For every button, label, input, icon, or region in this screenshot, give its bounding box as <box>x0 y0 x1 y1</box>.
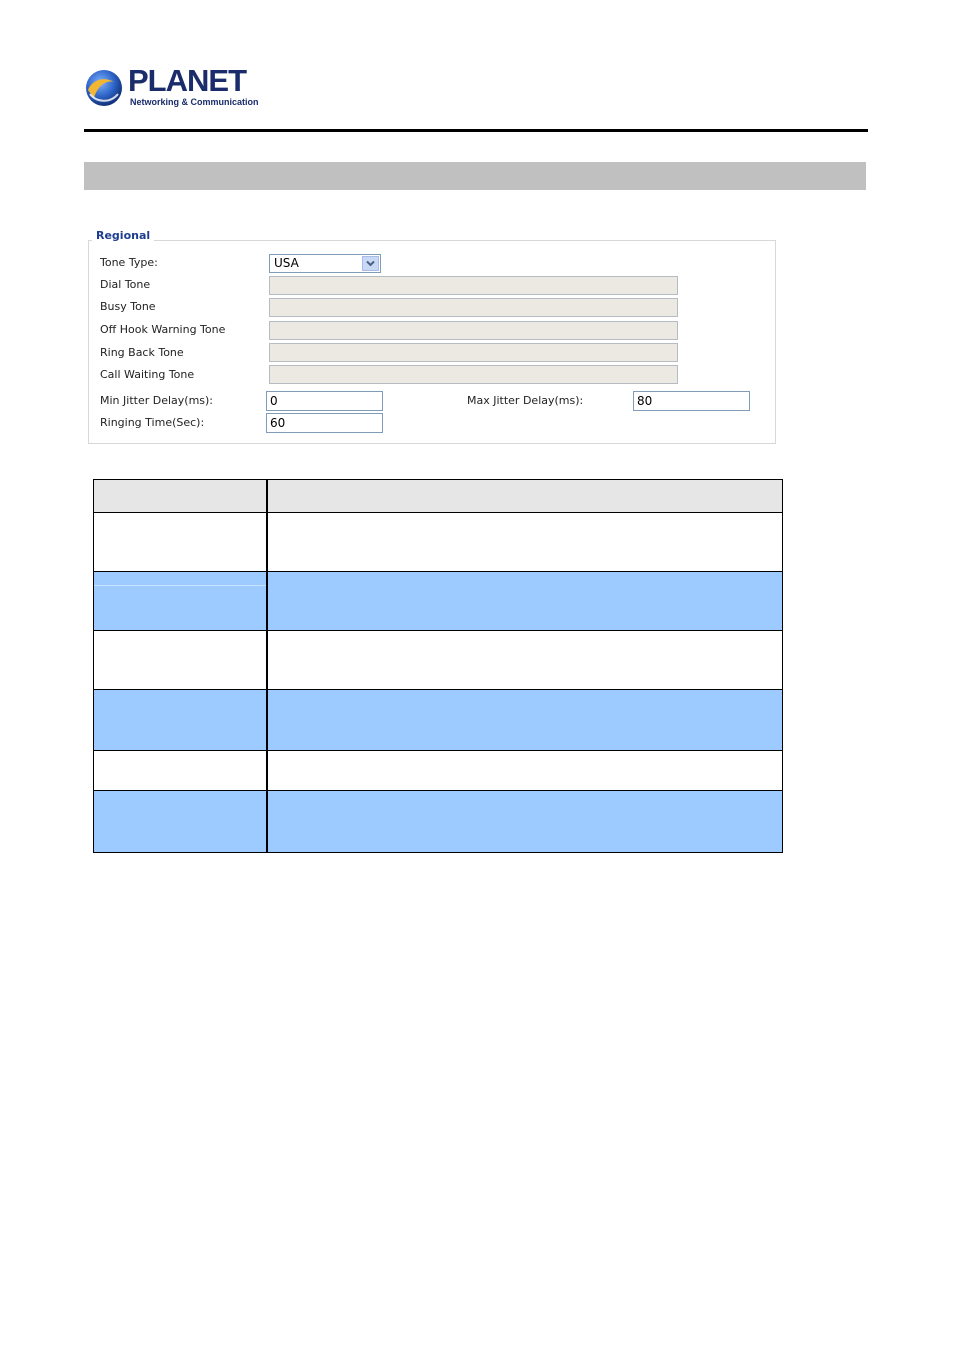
tone-type-value: USA <box>274 256 299 270</box>
table-row <box>94 572 782 631</box>
min-jitter-input[interactable]: 0 <box>266 391 383 411</box>
dial-tone-field <box>269 276 678 295</box>
tone-type-select[interactable] <box>269 254 381 273</box>
ring-back-tone-field <box>269 343 678 362</box>
brand-tagline: Networking & Communication <box>130 97 259 107</box>
planet-logo <box>84 63 259 110</box>
dropdown-button[interactable] <box>362 256 379 271</box>
chevron-down-icon <box>363 257 378 270</box>
tone-type-label: Tone Type: <box>100 256 158 269</box>
regional-legend: Regional <box>92 229 154 242</box>
call-waiting-tone-label: Call Waiting Tone <box>100 368 195 381</box>
max-jitter-label: Max Jitter Delay(ms): <box>467 394 584 407</box>
table-row <box>94 751 782 791</box>
off-hook-warning-tone-field <box>269 321 678 340</box>
min-jitter-label: Min Jitter Delay(ms): <box>100 394 214 407</box>
parameter-table <box>93 479 783 853</box>
table-row <box>94 513 782 572</box>
ringing-time-input[interactable]: 60 <box>266 413 383 433</box>
header-rule <box>84 129 868 132</box>
regional-fieldset <box>88 240 776 444</box>
globe-icon <box>84 68 124 108</box>
dial-tone-label: Dial Tone <box>100 278 151 291</box>
row-divider-line <box>94 585 266 586</box>
table-header <box>94 480 782 513</box>
column-divider <box>266 480 268 852</box>
busy-tone-field <box>269 298 678 317</box>
busy-tone-label: Busy Tone <box>100 300 156 313</box>
off-hook-warning-tone-label: Off Hook Warning Tone <box>100 323 226 336</box>
ring-back-tone-label: Ring Back Tone <box>100 346 184 359</box>
table-row <box>94 791 782 852</box>
table-row <box>94 690 782 751</box>
ringing-time-label: Ringing Time(Sec): <box>100 416 205 429</box>
brand-name: PLANET <box>128 63 246 98</box>
max-jitter-input[interactable]: 80 <box>633 391 750 411</box>
table-row <box>94 631 782 690</box>
section-title-bar <box>84 162 866 190</box>
call-waiting-tone-field <box>269 365 678 384</box>
